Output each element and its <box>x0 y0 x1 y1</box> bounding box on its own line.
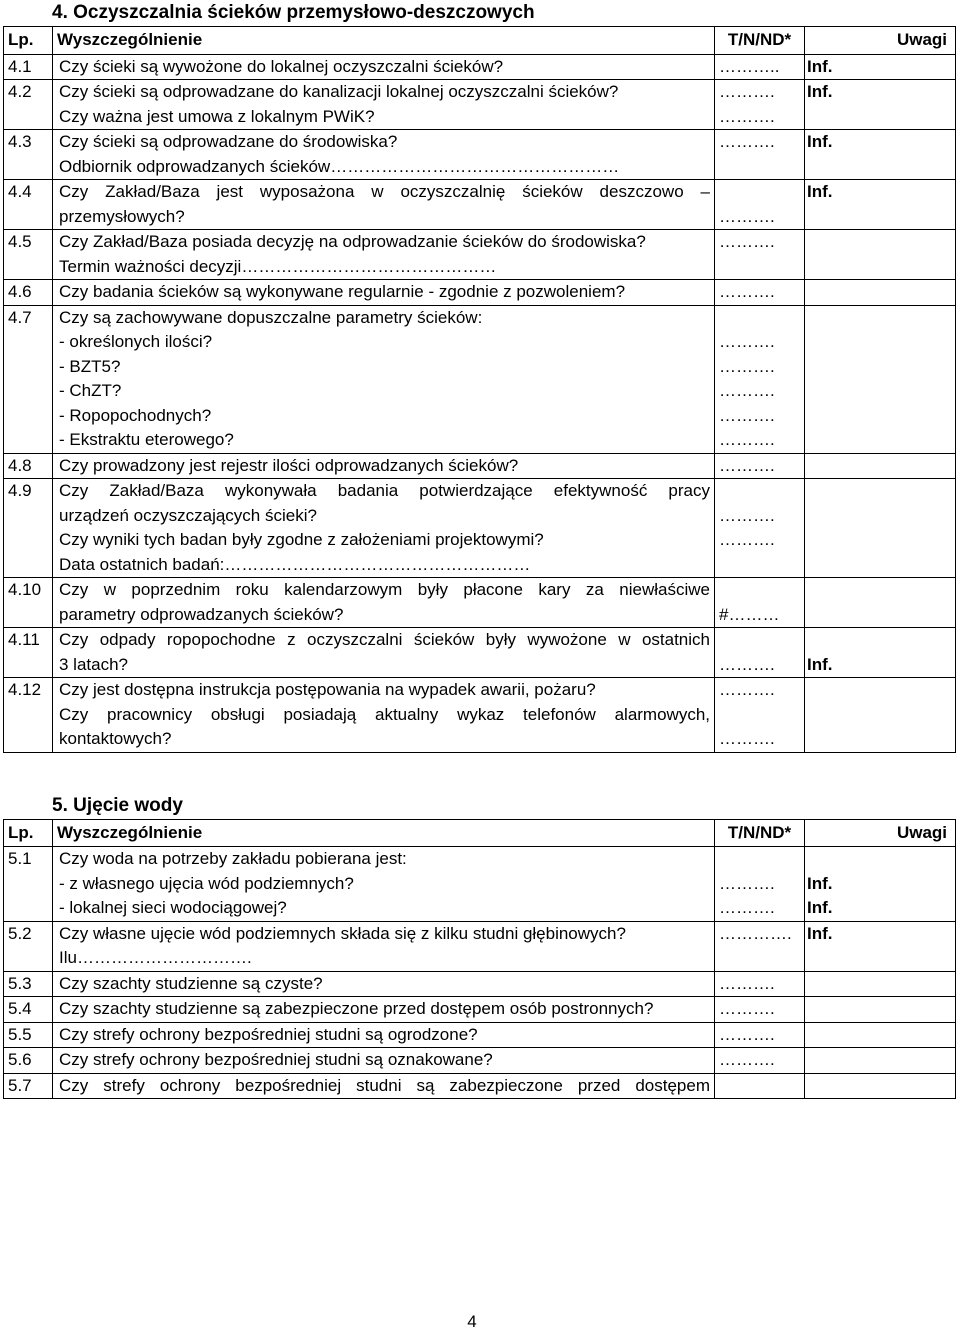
row-description <box>53 971 715 997</box>
row-number: 4.9 <box>4 479 53 578</box>
row-answer[interactable] <box>715 453 805 479</box>
description-line: Czy badania ścieków są wykonywane regularnie - zgodnie z pozwoleniem? <box>59 282 626 301</box>
row-description <box>53 1073 715 1099</box>
answer-field[interactable] <box>719 306 800 331</box>
remark <box>807 280 951 305</box>
remark <box>807 997 951 1022</box>
table-row <box>4 80 956 130</box>
answer-field[interactable]: ………. <box>719 999 775 1018</box>
row-number: 4.12 <box>4 678 53 753</box>
page-number: 4 <box>467 1312 477 1331</box>
remark: Inf. <box>807 873 833 893</box>
description-line: Czy ważna jest umowa z lokalnym PWiK? <box>59 106 375 126</box>
table-row <box>4 997 956 1023</box>
section-5-body <box>4 847 956 1099</box>
description-line: Czy Zakład/Baza posiada decyzję na odprowadzanie ścieków do środowiska? <box>59 232 646 251</box>
row-remarks <box>805 130 956 180</box>
row-answer[interactable] <box>715 628 805 678</box>
description-line: Czy ścieki są odprowadzane do kanalizacji lokalnej oczyszczalni ścieków? <box>59 82 619 101</box>
table-row <box>4 479 956 578</box>
description-line: Czy szachty studzienne są czyste? <box>59 973 323 993</box>
description-line: Czy ścieki są wywożone do lokalnej oczyszczalni ścieków? <box>59 56 504 76</box>
row-answer[interactable] <box>715 280 805 306</box>
row-answer[interactable] <box>715 130 805 180</box>
description-line: Data ostatnich badań:……………………………………………… <box>59 554 531 574</box>
description-line: Czy strefy ochrony bezpośredniej studni są zabezpieczone przed dostępem <box>59 1075 710 1095</box>
table-row <box>4 180 956 230</box>
description-line: przemysłowych? <box>59 206 185 226</box>
row-number: 5.4 <box>4 997 53 1023</box>
remark <box>807 454 951 479</box>
remark: Inf. <box>807 82 833 101</box>
answer-field[interactable]: ………. <box>719 654 775 674</box>
description-line: Czy są zachowywane dopuszczalne parametry ścieków: <box>59 307 483 327</box>
answer-field[interactable] <box>719 628 800 653</box>
row-description <box>53 628 715 678</box>
row-remarks <box>805 578 956 628</box>
row-description <box>53 453 715 479</box>
answer-field[interactable]: #……… <box>719 604 780 624</box>
row-description <box>53 997 715 1023</box>
description-line: - lokalnej sieci wodociągowej? <box>59 898 287 917</box>
row-answer[interactable] <box>715 180 805 230</box>
row-remarks <box>805 54 956 80</box>
row-number: 4.8 <box>4 453 53 479</box>
answer-field[interactable]: ………. <box>719 680 775 699</box>
remark <box>807 972 951 997</box>
row-description <box>53 80 715 130</box>
row-remarks <box>805 80 956 130</box>
answer-field[interactable]: ………. <box>719 282 775 301</box>
row-remarks <box>805 180 956 230</box>
row-remarks <box>805 479 956 578</box>
description-line: Czy ścieki są odprowadzane do środowiska? <box>59 132 398 151</box>
answer-field[interactable] <box>719 180 800 205</box>
answer-field[interactable] <box>719 479 800 504</box>
row-answer[interactable] <box>715 847 805 922</box>
remark <box>807 230 951 255</box>
table-row <box>4 1073 956 1099</box>
remark <box>807 847 951 872</box>
answer-field[interactable] <box>719 578 800 603</box>
row-number: 5.5 <box>4 1022 53 1048</box>
answer-field[interactable]: ………. <box>719 430 775 449</box>
table-row <box>4 578 956 628</box>
table-row <box>4 1048 956 1074</box>
row-description <box>53 230 715 280</box>
table-row <box>4 305 956 453</box>
description-line: Czy strefy ochrony bezpośredniej studni są ogrodzone? <box>59 1024 478 1044</box>
remark <box>807 678 951 703</box>
answer-field[interactable]: ………. <box>719 206 775 226</box>
table-header-row <box>4 819 956 847</box>
table-row <box>4 453 956 479</box>
description-line: Czy wyniki tych badan były zgodne z założeniami projektowymi? <box>59 530 544 549</box>
row-description <box>53 847 715 922</box>
answer-field[interactable] <box>719 1074 800 1099</box>
row-number: 5.2 <box>4 921 53 971</box>
table-header-row <box>4 27 956 55</box>
answer-field[interactable] <box>719 703 800 728</box>
row-number: 5.1 <box>4 847 53 922</box>
answer-field[interactable]: ………. <box>719 455 775 475</box>
description-line: - Ropopochodnych? <box>59 405 212 425</box>
row-description <box>53 1022 715 1048</box>
remark: Inf. <box>807 182 833 201</box>
row-remarks <box>805 305 956 453</box>
row-answer[interactable] <box>715 230 805 280</box>
description-line: Czy jest dostępna instrukcja postępowania na wypadek awarii, pożaru? <box>59 680 596 699</box>
row-description <box>53 1048 715 1074</box>
description-line: parametry odprowadzanych ścieków? <box>59 604 344 624</box>
row-answer[interactable] <box>715 971 805 997</box>
table-row <box>4 847 956 922</box>
answer-field[interactable]: ………. <box>719 381 775 400</box>
row-number: 5.3 <box>4 971 53 997</box>
row-answer[interactable] <box>715 305 805 453</box>
answer-field[interactable]: ………. <box>719 530 775 549</box>
answer-field[interactable]: ………. <box>719 82 775 101</box>
row-remarks <box>805 678 956 753</box>
answer-field[interactable] <box>719 847 800 872</box>
description-line: Czy woda na potrzeby zakładu pobierana jest: <box>59 849 407 868</box>
row-remarks <box>805 453 956 479</box>
description-line: Czy odpady ropopochodne z oczyszczalni ścieków były wywożone w ostatnich <box>59 630 710 649</box>
row-answer[interactable] <box>715 1048 805 1074</box>
remark <box>807 306 951 331</box>
description-line: Odbiornik odprowadzanych ścieków…………………………………………… <box>59 156 620 176</box>
row-description <box>53 305 715 453</box>
row-remarks <box>805 230 956 280</box>
section-4-table <box>3 26 956 753</box>
description-line: Termin ważności decyzji……………………………………… <box>59 256 497 276</box>
row-number: 4.7 <box>4 305 53 453</box>
row-description <box>53 578 715 628</box>
row-remarks <box>805 847 956 922</box>
section-gap <box>0 753 960 793</box>
remark <box>807 1023 951 1048</box>
description-line: Czy strefy ochrony bezpośredniej studni są oznakowane? <box>59 1050 493 1069</box>
row-remarks <box>805 1048 956 1074</box>
row-remarks <box>805 971 956 997</box>
answer-field[interactable]: ………. <box>719 505 775 525</box>
description-line: Czy prowadzony jest rejestr ilości odprowadzanych ścieków? <box>59 455 519 475</box>
row-number: 4.5 <box>4 230 53 280</box>
row-description <box>53 280 715 306</box>
header-remarks: Uwagi <box>805 819 956 847</box>
description-line: - określonych ilości? <box>59 332 213 351</box>
row-number: 4.11 <box>4 628 53 678</box>
header-tn: T/N/ND* <box>715 27 805 55</box>
remark <box>807 1048 951 1073</box>
row-answer[interactable] <box>715 479 805 578</box>
section-4-body <box>4 54 956 752</box>
header-description: Wyszczególnienie <box>53 819 715 847</box>
row-remarks <box>805 628 956 678</box>
description-line: kontaktowych? <box>59 729 172 748</box>
answer-field[interactable]: ………. <box>719 729 775 748</box>
row-description <box>53 921 715 971</box>
header-tn: T/N/ND* <box>715 819 805 847</box>
answer-field[interactable]: ………. <box>719 898 775 917</box>
row-number: 5.7 <box>4 1073 53 1099</box>
remark: Inf. <box>807 132 833 151</box>
row-remarks <box>805 997 956 1023</box>
row-answer[interactable] <box>715 80 805 130</box>
row-remarks <box>805 921 956 971</box>
table-row <box>4 130 956 180</box>
answer-field[interactable]: …………. <box>719 923 792 943</box>
row-answer[interactable] <box>715 1022 805 1048</box>
table-row <box>4 971 956 997</box>
table-row <box>4 628 956 678</box>
row-number: 5.6 <box>4 1048 53 1074</box>
description-line: - ChZT? <box>59 381 122 400</box>
description-line: Czy własne ujęcie wód podziemnych składa się z kilku studni głębinowych? <box>59 923 626 943</box>
answer-field[interactable]: ………. <box>719 1050 775 1069</box>
table-row <box>4 230 956 280</box>
answer-field[interactable]: ………. <box>719 405 775 425</box>
row-answer[interactable] <box>715 1073 805 1099</box>
description-line: Ilu…………………………. <box>59 948 252 967</box>
row-number: 4.1 <box>4 54 53 80</box>
row-description <box>53 54 715 80</box>
description-line: urządzeń oczyszczających ścieki? <box>59 505 317 525</box>
row-number: 4.3 <box>4 130 53 180</box>
row-description <box>53 180 715 230</box>
row-answer[interactable] <box>715 921 805 971</box>
section-4-title: 4. Oczyszczalnia ścieków przemysłowo-deszczowych <box>52 2 535 23</box>
description-line: - BZT5? <box>59 356 121 376</box>
row-number: 4.2 <box>4 80 53 130</box>
row-remarks <box>805 280 956 306</box>
answer-field[interactable]: ………. <box>719 232 775 251</box>
header-remarks: Uwagi <box>805 27 956 55</box>
remark <box>807 479 951 504</box>
header-description: Wyszczególnienie <box>53 27 715 55</box>
row-answer[interactable] <box>715 578 805 628</box>
header-lp: Lp. <box>4 819 53 847</box>
row-number: 4.6 <box>4 280 53 306</box>
row-remarks <box>805 1022 956 1048</box>
row-description <box>53 130 715 180</box>
row-answer[interactable] <box>715 678 805 753</box>
remark: Inf. <box>807 654 833 674</box>
remark: Inf. <box>807 898 833 917</box>
description-line: - Ekstraktu eterowego? <box>59 430 234 449</box>
remark <box>807 1074 951 1099</box>
description-line: 3 latach? <box>59 654 128 674</box>
table-row <box>4 280 956 306</box>
section-5-table <box>3 819 956 1100</box>
answer-field[interactable]: ………. <box>719 132 775 151</box>
remark: Inf. <box>807 923 833 943</box>
description-line: Czy Zakład/Baza jest wyposażona w oczyszczalnię ścieków deszczowo – <box>59 182 710 201</box>
table-row <box>4 921 956 971</box>
description-line: Czy Zakład/Baza wykonywała badania potwierdzające efektywność pracy <box>59 481 710 500</box>
answer-field[interactable]: ………. <box>719 332 775 351</box>
remark <box>807 628 951 653</box>
answer-field[interactable]: ………. <box>719 356 775 376</box>
header-lp: Lp. <box>4 27 53 55</box>
answer-field[interactable]: ………. <box>719 873 775 893</box>
row-answer[interactable] <box>715 997 805 1023</box>
description-line: Czy w poprzednim roku kalendarzowym były płacone kary za niewłaściwe <box>59 580 710 599</box>
row-answer[interactable] <box>715 54 805 80</box>
table-row <box>4 678 956 753</box>
remark: Inf. <box>807 56 833 76</box>
table-row <box>4 1022 956 1048</box>
row-remarks <box>805 1073 956 1099</box>
answer-field[interactable]: ……….. <box>719 56 780 76</box>
row-description <box>53 479 715 578</box>
row-number: 4.10 <box>4 578 53 628</box>
answer-field[interactable]: ………. <box>719 973 775 993</box>
description-line: Czy pracownicy obsługi posiadają aktualny wykaz telefonów alarmowych, <box>59 704 710 724</box>
row-description <box>53 678 715 753</box>
answer-field[interactable]: ………. <box>719 1024 775 1044</box>
description-line: - z własnego ujęcia wód podziemnych? <box>59 873 354 893</box>
answer-field[interactable]: ………. <box>719 106 775 126</box>
section-5-title: 5. Ujęcie wody <box>52 794 183 816</box>
table-row <box>4 54 956 80</box>
remark <box>807 578 951 603</box>
description-line: Czy szachty studzienne są zabezpieczone przed dostępem osób postronnych? <box>59 999 654 1018</box>
row-number: 4.4 <box>4 180 53 230</box>
